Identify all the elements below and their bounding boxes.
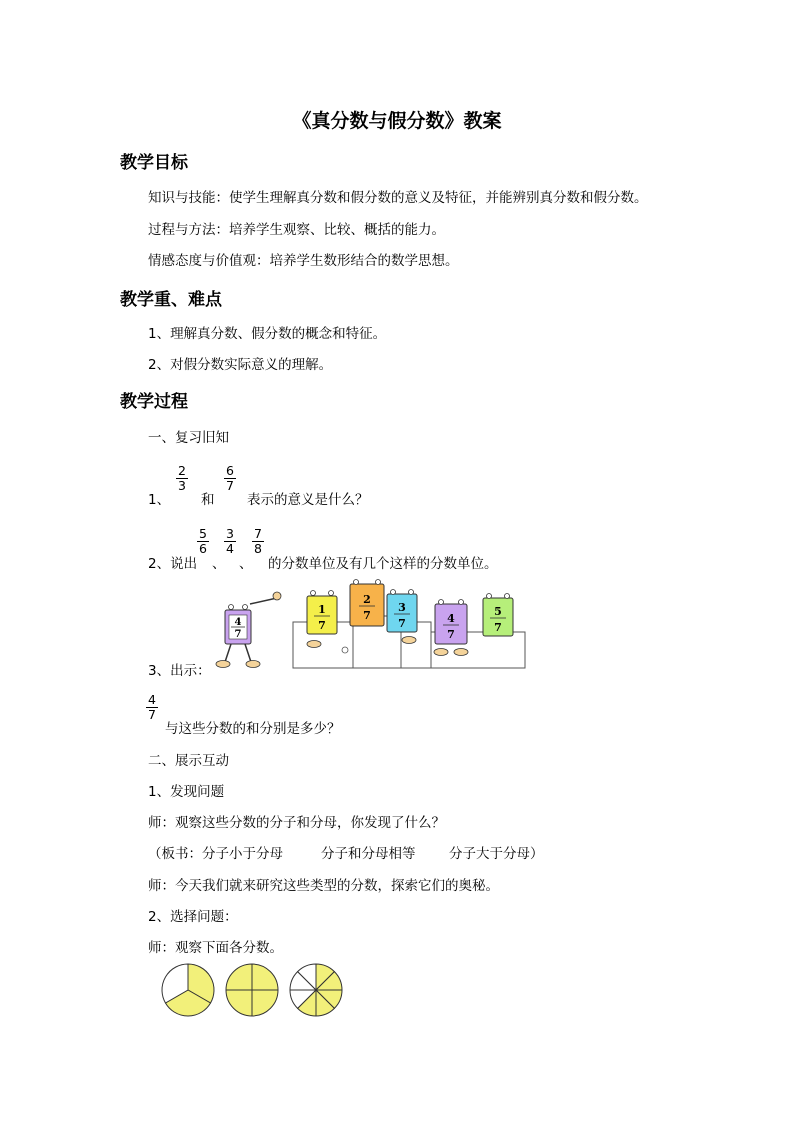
svg-text:2: 2 <box>363 593 371 606</box>
q3-prefix: 3、出示： <box>148 663 211 679</box>
key-point-2: 2、对假分数实际意义的理解。 <box>148 357 333 373</box>
goal-process: 过程与方法：培养学生观察、比较、概括的能力。 <box>148 222 445 238</box>
fraction-3-4: $\frac{3}{4}$ <box>226 526 234 556</box>
heading-teaching-goals: 教学目标 <box>120 153 188 173</box>
goal-knowledge: 知识与技能：使学生理解真分数和假分数的意义及特征，并能辨别真分数和假分数。 <box>148 190 648 206</box>
part2-step2: 2、选择问题： <box>148 909 238 925</box>
q2-sep-1: 、 <box>212 556 226 572</box>
circle-eighths <box>290 964 342 1016</box>
part2-intro: 师：今天我们就来研究这些类型的分数，探索它们的奥秘。 <box>148 878 499 894</box>
board-end: 分子大于分母） <box>449 846 544 862</box>
page-title: 《真分数与假分数》教案 <box>292 110 502 132</box>
left-card-num: 4 <box>234 617 242 628</box>
board-mid: 分子和分母相等 <box>321 846 416 862</box>
q1-prefix: 1、 <box>148 492 171 508</box>
fraction-circles <box>158 962 358 1020</box>
q2-suffix: 的分数单位及有几个这样的分数单位。 <box>268 556 498 572</box>
part2-question: 师：观察这些分数的分子和分母，你发现了什么？ <box>148 815 445 831</box>
part1-title: 一、复习旧知 <box>148 430 229 446</box>
svg-text:7: 7 <box>494 621 502 634</box>
svg-text:7: 7 <box>398 617 406 630</box>
q1-suffix: 表示的意义是什么？ <box>247 492 369 508</box>
fraction-6-7: $\frac{6}{7}$ <box>226 463 234 493</box>
circle-sector <box>252 990 278 1016</box>
svg-text:5: 5 <box>494 605 502 618</box>
circle-quarters <box>226 964 278 1016</box>
heading-key-points: 教学重、难点 <box>120 290 222 310</box>
circle-sector <box>226 990 252 1016</box>
goal-attitude: 情感态度与价值观：培养学生数形结合的数学思想。 <box>148 253 459 269</box>
svg-text:7: 7 <box>447 628 455 641</box>
q2-prefix: 2、说出 <box>148 556 198 572</box>
svg-text:1: 1 <box>318 603 326 616</box>
card-2-7 <box>350 580 384 627</box>
fraction-7-8: $\frac{7}{8}$ <box>254 526 262 556</box>
part2-observe: 师：观察下面各分数。 <box>148 940 283 956</box>
svg-text:7: 7 <box>363 609 371 622</box>
fraction-2-3: $\frac{2}{3}$ <box>178 463 186 493</box>
q3-suffix: 与这些分数的和分别是多少？ <box>165 721 341 737</box>
circle-sector <box>226 964 252 990</box>
svg-text:4: 4 <box>447 612 455 625</box>
part2-title: 二、展示互动 <box>148 753 229 769</box>
card-5-7 <box>483 594 513 637</box>
heading-teaching-process: 教学过程 <box>120 392 188 412</box>
q2-sep-2: 、 <box>239 556 253 572</box>
fraction-4-7: $\frac{4}{7}$ <box>148 692 156 722</box>
circle-thirds <box>162 964 214 1016</box>
q1-and: 和 <box>201 492 215 508</box>
fraction-cards-illustration <box>215 578 535 680</box>
svg-text:7: 7 <box>318 619 326 632</box>
circle-sector <box>252 964 278 990</box>
key-point-1: 1、理解真分数、假分数的概念和特征。 <box>148 326 387 342</box>
part2-step1: 1、发现问题 <box>148 784 225 800</box>
board-open: （板书：分子小于分母 <box>148 846 283 862</box>
fraction-5-6: $\frac{5}{6}$ <box>199 526 207 556</box>
svg-text:3: 3 <box>398 601 406 614</box>
left-card-character <box>216 592 281 668</box>
left-card-den: 7 <box>234 629 242 640</box>
